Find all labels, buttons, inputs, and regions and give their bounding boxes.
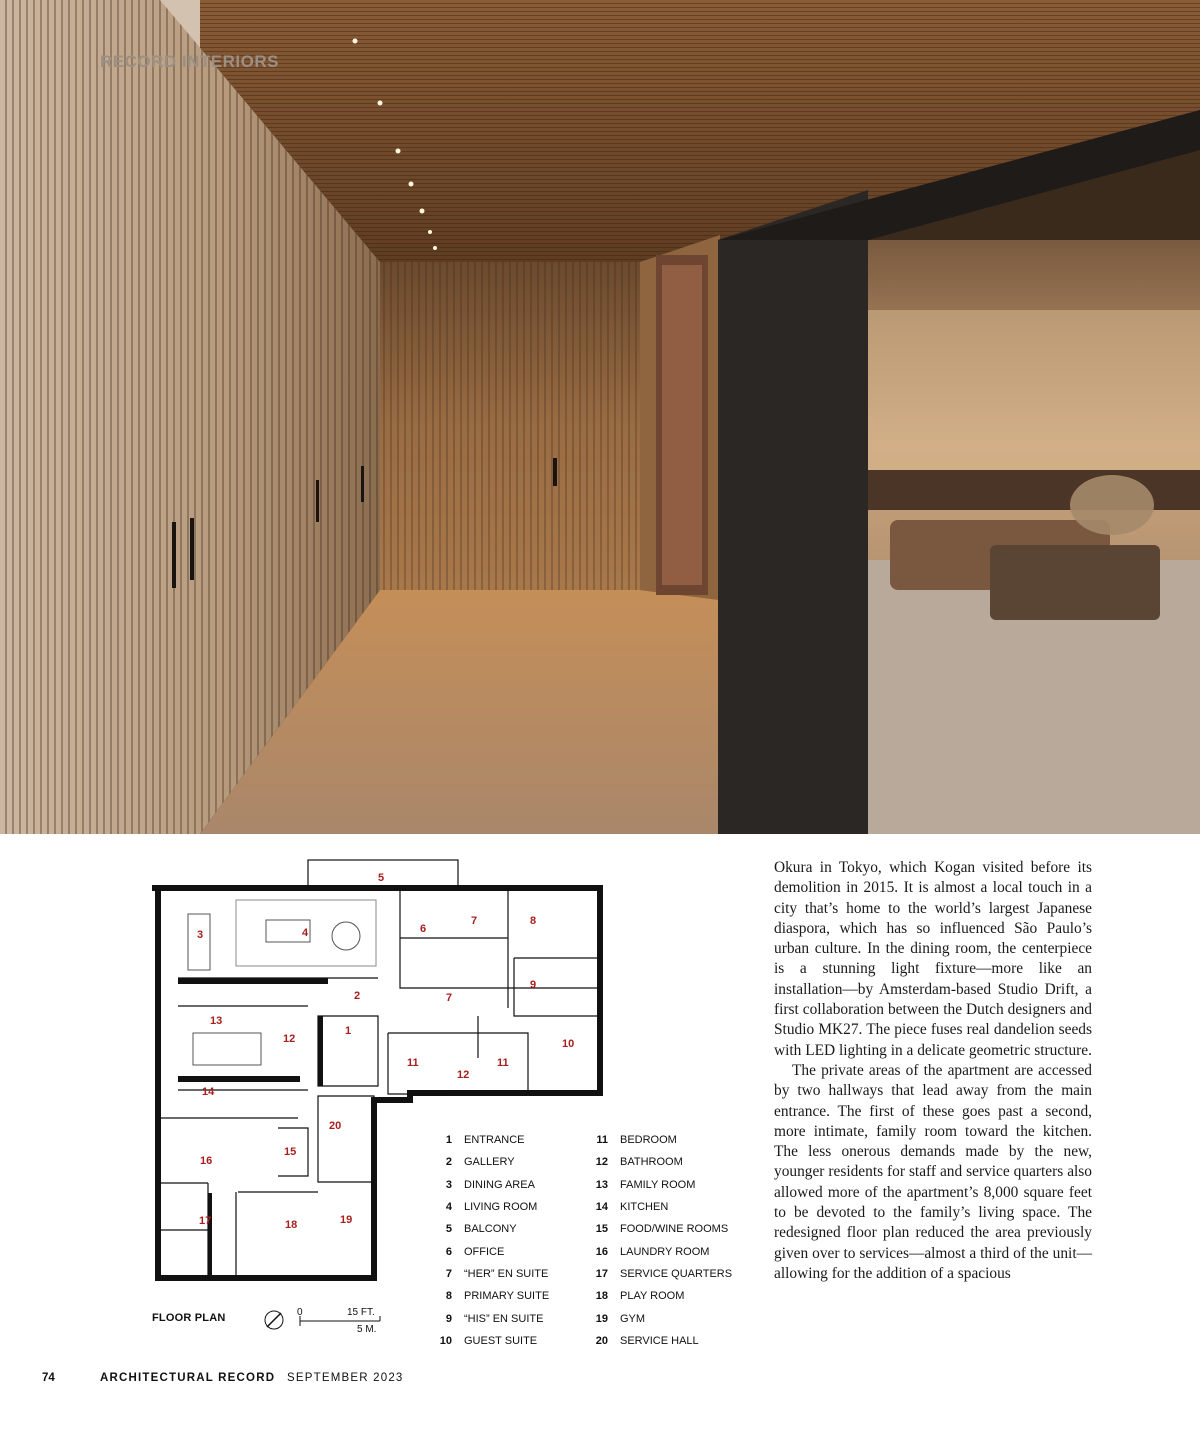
- legend-item: 7 “HER” EN SUITE: [445, 1267, 549, 1280]
- article-paragraph: The private areas of the apartment are accessed by two hallways that lead away from the main entrance. The first of these goes past a second, more intimate, family room toward the kitchen. The less onerous demands made by the new, younger residents for staff and service quarters also allowed more of the apartment’s 8,000 square feet to be devoted to the family’s living space. The redesigned floor plan reduced the area previously given over to services—almost a third of the unit—allowing for the addition of a spacious: [774, 1061, 1092, 1282]
- legend-item: 9 “HIS” EN SUITE: [445, 1312, 544, 1325]
- room-num-4: 4: [302, 927, 309, 939]
- legend-item: 18 PLAY ROOM: [595, 1290, 685, 1303]
- room-num-3: 3: [197, 929, 204, 941]
- room-num-5: 5: [378, 872, 385, 884]
- room-num-16: 16: [200, 1155, 213, 1167]
- scale-meters: 5 M.: [357, 1324, 377, 1335]
- room-num-7a: 7: [471, 915, 478, 927]
- scale-bar: [262, 1300, 402, 1340]
- legend-item: 11 BEDROOM: [596, 1134, 677, 1147]
- room-num-1: 1: [345, 1025, 352, 1037]
- floor-plan-title: FLOOR PLAN: [152, 1312, 226, 1324]
- page-number: 74: [42, 1372, 55, 1384]
- issue-date: SEPTEMBER 2023: [287, 1372, 404, 1384]
- legend-item: 14 KITCHEN: [595, 1201, 669, 1214]
- room-num-15: 15: [284, 1146, 297, 1158]
- legend-item: 13 FAMILY ROOM: [595, 1178, 696, 1191]
- legend-item: 3 DINING AREA: [445, 1178, 535, 1191]
- room-num-19: 19: [340, 1214, 353, 1226]
- legend-item: 16 LAUNDRY ROOM: [595, 1245, 710, 1258]
- room-num-13: 13: [210, 1015, 223, 1027]
- legend-column-a: [428, 1129, 549, 1352]
- room-num-12b: 12: [457, 1069, 470, 1081]
- legend-item: 10 GUEST SUITE: [439, 1334, 538, 1347]
- room-num-2: 2: [354, 990, 361, 1002]
- room-num-11a: 11: [407, 1057, 419, 1069]
- room-num-10: 10: [562, 1038, 575, 1050]
- legend-item: 19 GYM: [595, 1312, 646, 1325]
- section-label: RECORD INTERIORS: [100, 52, 279, 71]
- scale-zero: 0: [297, 1307, 303, 1318]
- legend-item: 6 OFFICE: [445, 1245, 505, 1258]
- room-num-14: 14: [202, 1086, 215, 1098]
- legend-column-b: [584, 1129, 732, 1352]
- article-paragraph: Okura in Tokyo, which Kogan visited before its demolition in 2015. It is almost a local touch in a city that’s home to the world’s largest Japanese diaspora, which has so influenced São Paulo’s urban culture. In the dining room, the centerpiece is a stunning light fixture—more like an installation—by Amsterdam-based Studio Drift, a first collaboration between the Dutch designers and Studio MK27. The piece fuses real dandelion seeds with LED lighting in a delicate geometric structure.: [774, 859, 1092, 1059]
- legend-item: 4 LIVING ROOM: [445, 1201, 538, 1214]
- room-num-12a: 12: [283, 1033, 296, 1045]
- scale-feet: 15 FT.: [347, 1307, 375, 1318]
- room-num-7b: 7: [446, 992, 453, 1004]
- legend-item: 17 SERVICE QUARTERS: [595, 1267, 733, 1280]
- room-num-8: 8: [530, 915, 537, 927]
- legend-item: 1 ENTRANCE: [445, 1134, 525, 1147]
- legend-item: 15 FOOD/WINE ROOMS: [595, 1223, 729, 1236]
- article-body: [774, 858, 1092, 1284]
- publication-name: ARCHITECTURAL RECORD: [100, 1372, 276, 1384]
- room-num-6: 6: [420, 923, 427, 935]
- legend-item: 8 PRIMARY SUITE: [445, 1290, 550, 1303]
- room-num-18: 18: [285, 1219, 298, 1231]
- room-num-9: 9: [530, 979, 537, 991]
- room-num-11b: 11: [497, 1057, 509, 1069]
- legend-item: 5 BALCONY: [445, 1223, 517, 1236]
- room-num-17: 17: [199, 1215, 212, 1227]
- legend-item: 20 SERVICE HALL: [595, 1334, 699, 1347]
- legend-item: 2 GALLERY: [445, 1156, 515, 1169]
- legend-item: 12 BATHROOM: [595, 1156, 683, 1169]
- room-num-20: 20: [329, 1120, 342, 1132]
